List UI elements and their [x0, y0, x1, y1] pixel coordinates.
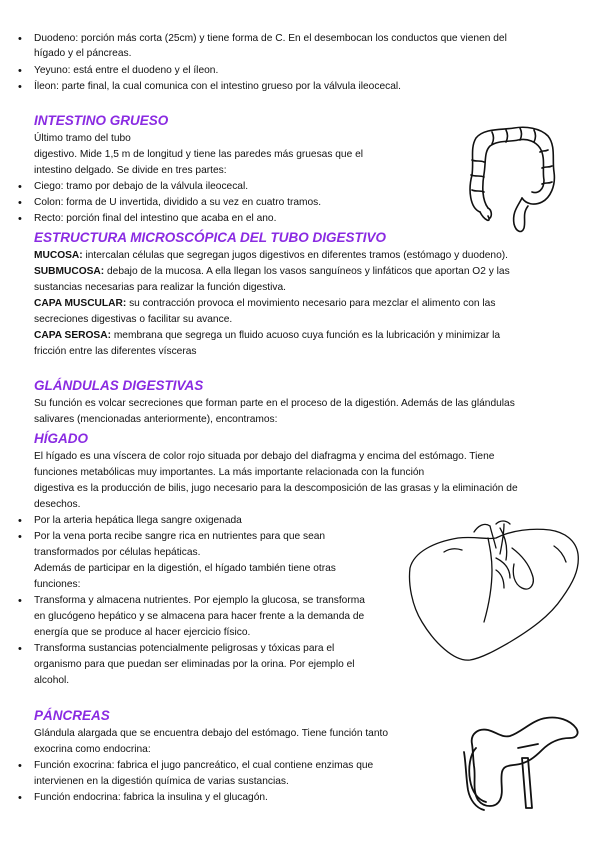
muscular-line — [34, 297, 495, 311]
muscular-label: CAPA MUSCULAR: — [34, 298, 127, 309]
serosa-text: membrana que segrega un fluido acuoso cuya función es la lubricación y minimizar la — [110, 330, 501, 341]
bullet-sustancias-toxicas: • Transforma sustancias potencialmente peligrosas y tóxicas para el — [34, 642, 334, 656]
higado-intro-line: funciones metabólicas muy importantes. La más importante relacionada con la función — [34, 467, 425, 478]
bullet-duodeno-cont: hígado y el páncreas. — [34, 48, 132, 59]
bullet-recto: • Recto: porción final del intestino que acaba en el ano. — [34, 212, 276, 226]
muscular-text: su contracción provoca el movimiento necesario para mezclar el alimento con las — [126, 298, 496, 309]
bullet-duodeno: • Duodeno: porción más corta (25cm) y tiene forma de C. En el desembocan los conductos que vienen del — [34, 32, 507, 46]
muscular-line-2: secreciones digestivas o facilitar su avance. — [34, 314, 233, 325]
bullet-colon: • Colon: forma de U invertida, dividido a su vez en cuatro tramos. — [34, 196, 321, 210]
bullet-ciego: • Ciego: tramo por debajo de la válvula ileocecal. — [34, 180, 248, 194]
submucosa-text: debajo de la mucosa. A ella llegan los vasos sanguíneos y linfáticos que aportan O2 y las — [104, 266, 510, 277]
heading-higado: HÍGADO — [34, 431, 88, 446]
higado-intro-line: digestiva es la producción de bilis, jugo necesario para la descomposición de las grasas y la eliminación de — [34, 483, 518, 494]
pancreas-intro-line: Glándula alargada que se encuentra debajo del estómago. Tiene función tanto — [34, 728, 388, 739]
serosa-label: CAPA SEROSA: — [34, 330, 111, 341]
mucosa-label: MUCOSA: — [34, 250, 83, 261]
funcion-exocrina-cont: intervienen en la digestión química de varias sustancias. — [34, 776, 289, 787]
liver-illustration — [404, 518, 584, 666]
bullet-arteria-hepatica: • Por la arteria hepática llega sangre oxigenada — [34, 514, 242, 528]
bullet-funcion-exocrina: • Función exocrina: fabrica el jugo pancreático, el cual contiene enzimas que — [34, 759, 373, 773]
large-intestine-illustration — [462, 120, 562, 238]
transforma-nutrientes-cont: energía que se produce al hacer ejercicio físico. — [34, 627, 251, 638]
serosa-line — [34, 329, 500, 343]
intestino-intro-line: digestivo. Mide 1,5 m de longitud y tiene las paredes más gruesas que el — [34, 149, 364, 160]
vena-porta-cont: Además de participar en la digestión, el hígado también tiene otras — [34, 563, 336, 574]
bullet-ileon: • Íleon: parte final, la cual comunica con el intestino grueso por la válvula ileocecal. — [34, 80, 401, 94]
heading-pancreas: PÁNCREAS — [34, 708, 110, 723]
submucosa-label: SUBMUCOSA: — [34, 266, 105, 277]
bullet-yeyuno: • Yeyuno: está entre el duodeno y el íleon. — [34, 64, 218, 78]
heading-intestino-grueso: INTESTINO GRUESO — [34, 113, 169, 128]
vena-porta-cont: funciones: — [34, 579, 81, 590]
pancreas-intro-line: exocrina como endocrina: — [34, 744, 151, 755]
glandulas-line: salivares (mencionadas anteriormente), encontramos: — [34, 414, 278, 425]
serosa-line-2: fricción entre las diferentes vísceras — [34, 346, 197, 357]
sustancias-toxicas-cont: alcohol. — [34, 675, 70, 686]
mucosa-text: intercalan células que segregan jugos digestivos en diferentes tramos (estómago y duodeno). — [82, 250, 508, 261]
intestino-intro-line: intestino delgado. Se divide en tres partes: — [34, 165, 227, 176]
mucosa-line — [34, 249, 508, 263]
transforma-nutrientes-cont: en glucógeno hepático y se almacena para hacer frente a la demanda de — [34, 611, 365, 622]
higado-intro-line: desechos. — [34, 499, 81, 510]
intestino-intro-line: Último tramo del tubo — [34, 133, 131, 144]
bullet-funcion-endocrina: • Función endocrina: fabrica la insulina y el glucagón. — [34, 791, 268, 805]
heading-glandulas-digestivas: GLÁNDULAS DIGESTIVAS — [34, 378, 204, 393]
vena-porta-cont: transformados por células hepáticas. — [34, 547, 201, 558]
submucosa-line — [34, 265, 510, 279]
bullet-transforma-nutrientes: • Transforma y almacena nutrientes. Por ejemplo la glucosa, se transforma — [34, 594, 365, 608]
submucosa-line-2: sustancias necesarias para realizar la función digestiva. — [34, 282, 286, 293]
pancreas-illustration — [462, 708, 582, 812]
bullet-vena-porta: • Por la vena porta recibe sangre rica en nutrientes para que sean — [34, 530, 325, 544]
higado-intro-line: El hígado es una víscera de color rojo situada por debajo del diafragma y encima del estómago. Tiene — [34, 451, 495, 462]
sustancias-toxicas-cont: organismo para que puedan ser eliminadas por la orina. Por ejemplo el — [34, 659, 355, 670]
glandulas-line: Su función es volcar secreciones que forman parte en el proceso de la digestión. Además de las glándulas — [34, 398, 515, 409]
heading-estructura-microscopica: ESTRUCTURA MICROSCÓPICA DEL TUBO DIGESTIVO — [34, 230, 387, 245]
